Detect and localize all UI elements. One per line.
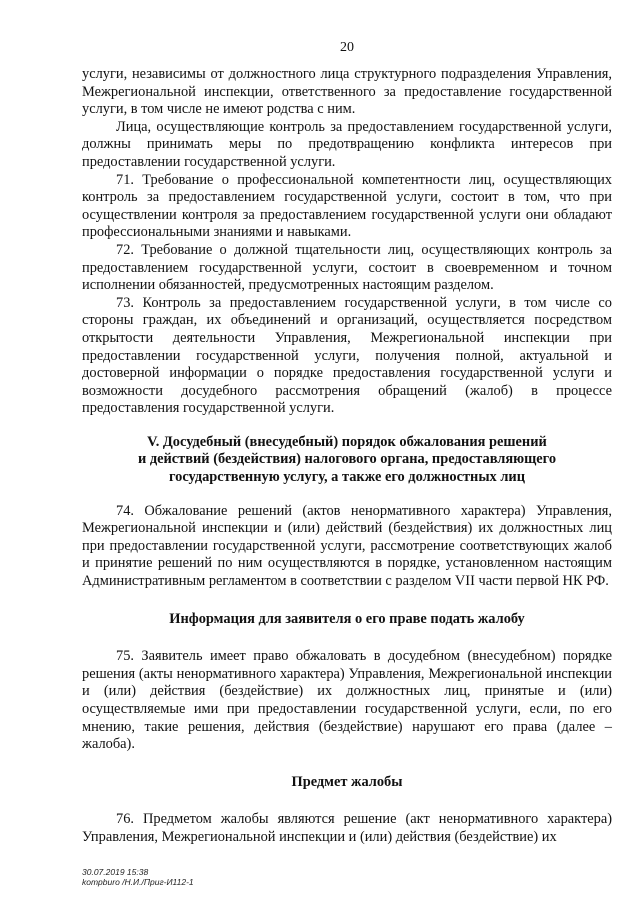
paragraph-75: 75. Заявитель имеет право обжаловать в досудебном (внесудебном) порядке решения (акты ненормативного характера) Управления, Межрегиональной инспекции и (или) действия (бездействие) их должностных лиц, принятые и (или) осуществляемые ими при предоставлении государственной услуги, если, по его мнению, такие решения, действия (бездействие) нарушают его права (далее – жалоба). — [82, 648, 612, 753]
footer-stamp — [82, 867, 194, 887]
paragraph-71: 71. Требование о профессиональной компетентности лиц, осуществляющих контроль за предоставлением государственной услуги, состоит в том, что при осуществлении контроля за предоставлением государственной услуги они обладают профессиональными знаниями и навыками. — [82, 171, 612, 241]
section-v-heading-line-3: государственную услугу, а также его должностных лиц — [168, 469, 526, 486]
section-v-heading-line-1: V. Досудебный (внесудебный) порядок обжалования решений — [147, 433, 547, 450]
subject-section-heading: Предмет жалобы — [291, 773, 403, 790]
page-number: 20 — [340, 40, 354, 55]
paragraph-73: 73. Контроль за предоставлением государственной услуги, в том числе со стороны граждан, их объединений и организаций, осуществляется посредством открытости деятельности Управления, Межрегиональной инспекции при предоставлении государственной услуги, получения полной, актуальной и достоверной информации о порядке предоставления государственной услуги и возможности досудебного рассмотрения обращений (жалоб) в процессе предоставления государственной услуги. — [82, 294, 612, 417]
footer-path: kompburo /Н.И./Приг-И112-1 — [82, 877, 194, 887]
footer-timestamp: 30.07.2019 15:38 — [82, 867, 149, 877]
intro-paragraph-1: услуги, независимы от должностного лица структурного подразделения Управления, Межрегиональной инспекции, ответственного за предоставление государственной услуги, в том числе не имеют родства с ним. — [82, 66, 612, 118]
info-section-heading: Информация для заявителя о его праве подать жалобу — [169, 610, 525, 627]
paragraph-74: 74. Обжалование решений (актов ненормативного характера) Управления, Межрегиональной инспекции и (или) действий (бездействия) их должностных лиц при предоставлении государственной услуги, рассмотрение соответствующих жалоб и принятие решений по ним осуществляются в порядке, установленном настоящим Административным регламентом в соответствии с разделом VII части первой НК РФ. — [82, 502, 612, 590]
section-v-heading — [82, 434, 612, 487]
paragraph-72: 72. Требование о должной тщательности лиц, осуществляющих контроль за предоставлением государственной услуги, состоит в своевременном и точном исполнении обязанностей, предусмотренных настоящим разделом. — [82, 241, 612, 294]
intro-paragraph-2: Лица, осуществляющие контроль за предоставлением государственной услуги, должны принимать меры по предотвращению конфликта интересов при предоставлении государственной услуги. — [82, 118, 612, 170]
section-v-heading-line-2: и действий (бездействия) налогового органа, предоставляющего — [137, 451, 557, 468]
paragraph-76: 76. Предметом жалобы являются решение (акт ненормативного характера) Управления, Межрегиональной инспекции и (или) действия (бездействие) их — [82, 811, 612, 845]
